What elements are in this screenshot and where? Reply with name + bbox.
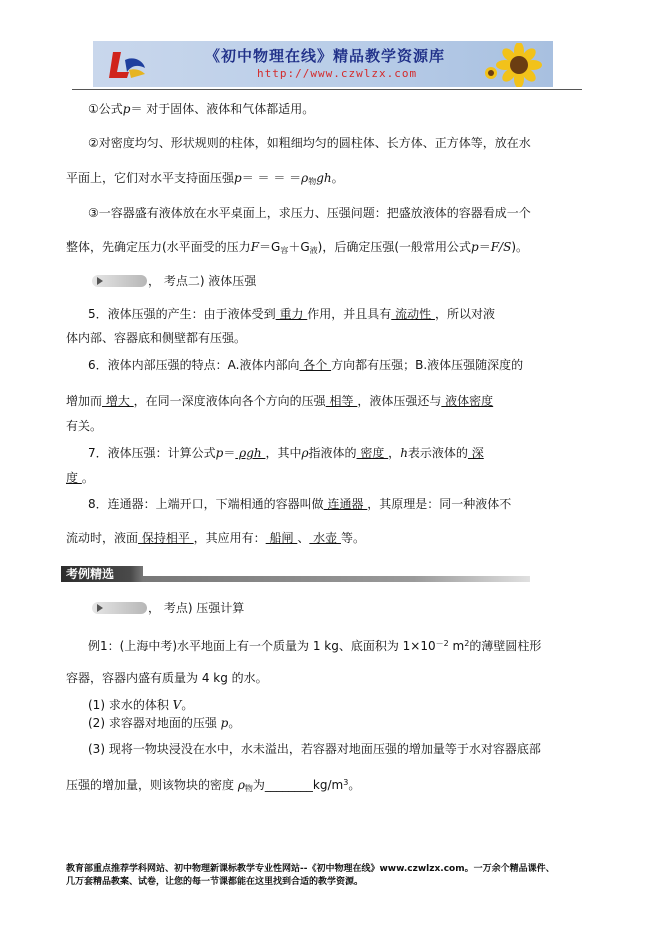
example1-sub3-line-2: 压强的增加量，则该物块的密度 $\rho_物$为$\_\_\_\_\_\_\_\_kg/m^3$。 <box>66 778 361 793</box>
example1-line-2: 容器，容器内盛有质量为 4 kg 的水。 <box>66 671 268 685</box>
q7-line-1: 7．液体压强：计算公式p＝ ρgh ，其中ρ指液体的 密度 ，h表示液体的 深 <box>88 446 484 460</box>
container-line-1: ③一容器盛有液体放在水平桌面上，求压力、压强问题：把盛放液体的容器看成一个 <box>88 206 531 220</box>
example1-sub3-line-1: (3) 现将一物块浸没在水中，水未溢出，若容器对地面压强的增加量等于水对容器底部 <box>88 742 541 756</box>
q5-line-1: 5．液体压强的产生：由于液体受到 重力 作用，并且具有 流动性 ，所以对液 <box>88 307 495 321</box>
topic-pressure-calc: ， 考点) 压强计算 <box>148 601 245 615</box>
play-arrow-icon <box>92 602 147 614</box>
header-divider <box>72 89 582 90</box>
site-title: 《初中物理在线》精品教学资源库 <box>205 47 446 65</box>
column-pressure-line-2: 平面上，它们对水平支持面压强p＝ ＝ ＝ $=\rho_物gh$。 <box>66 171 344 186</box>
q8-line-1: 8．连通器：上端开口，下端相通的容器叫做 连通器 ，其原理是：同一种液体不 <box>88 497 512 511</box>
q7-line-2: 度 。 <box>66 471 94 485</box>
q8-line-2: 流动时，液面 保持相平 ，其应用有： 船闸 、 水壶 等。 <box>66 531 365 545</box>
site-url[interactable]: http://www.czwlzx.com <box>257 67 418 80</box>
topic-liquid-pressure: ， 考点二) 液体压强 <box>148 274 257 288</box>
q6-line-1: 6．液体内部压强的特点：A.液体内部向 各个 方向都有压强；B.液体压强随深度的 <box>88 358 524 372</box>
column-pressure-line-1: ②对密度均匀、形状规则的柱体，如粗细均匀的圆柱体、长方体、正方体等，放在水 <box>88 136 531 150</box>
section-header: 考例精选 <box>61 566 143 582</box>
example1-line-1: 例1：(上海中考)水平地面上有一个质量为 1 kg、底面积为 $1\times 10^{-2}$ $m^2$的薄壁圆柱形 <box>88 639 542 653</box>
q6-line-2: 增加而 增大 ，在同一深度液体向各个方向的压强 相等 ，液体压强还与 液体密度 <box>66 394 494 408</box>
footer-line-1: 教育部重点推荐学科网站、初中物理新课标教学专业性网站--《初中物理在线》www.czwlzx.com。一万余个精品课件、 <box>66 864 555 874</box>
container-line-2: 整体，先确定压力(水平面受的压力$F=G_容+G_液$)，后确定压强(一般常用公式p＝F/S)。 <box>66 240 528 255</box>
section-header-rule <box>143 576 530 582</box>
q5-line-2: 体内部、容器底和侧壁都有压强。 <box>66 331 247 345</box>
q6-line-3: 有关。 <box>66 419 103 433</box>
answer-blank[interactable]: ________ <box>264 778 313 792</box>
formula-line-1: ①公式p＝ 对于固体、液体和气体都适用。 <box>88 102 315 116</box>
example1-sub2: (2) 求容器对地面的压强 p。 <box>88 716 241 730</box>
footer-line-2: 几万套精品教案、试卷，让您的每一节课都能在这里找到合适的教学资源。 <box>66 877 364 887</box>
sunflower-icon <box>485 43 545 87</box>
play-arrow-icon <box>92 275 147 287</box>
header-banner <box>93 41 553 87</box>
site-logo-icon <box>107 48 147 82</box>
example1-sub1: (1) 求水的体积 V。 <box>88 698 194 712</box>
